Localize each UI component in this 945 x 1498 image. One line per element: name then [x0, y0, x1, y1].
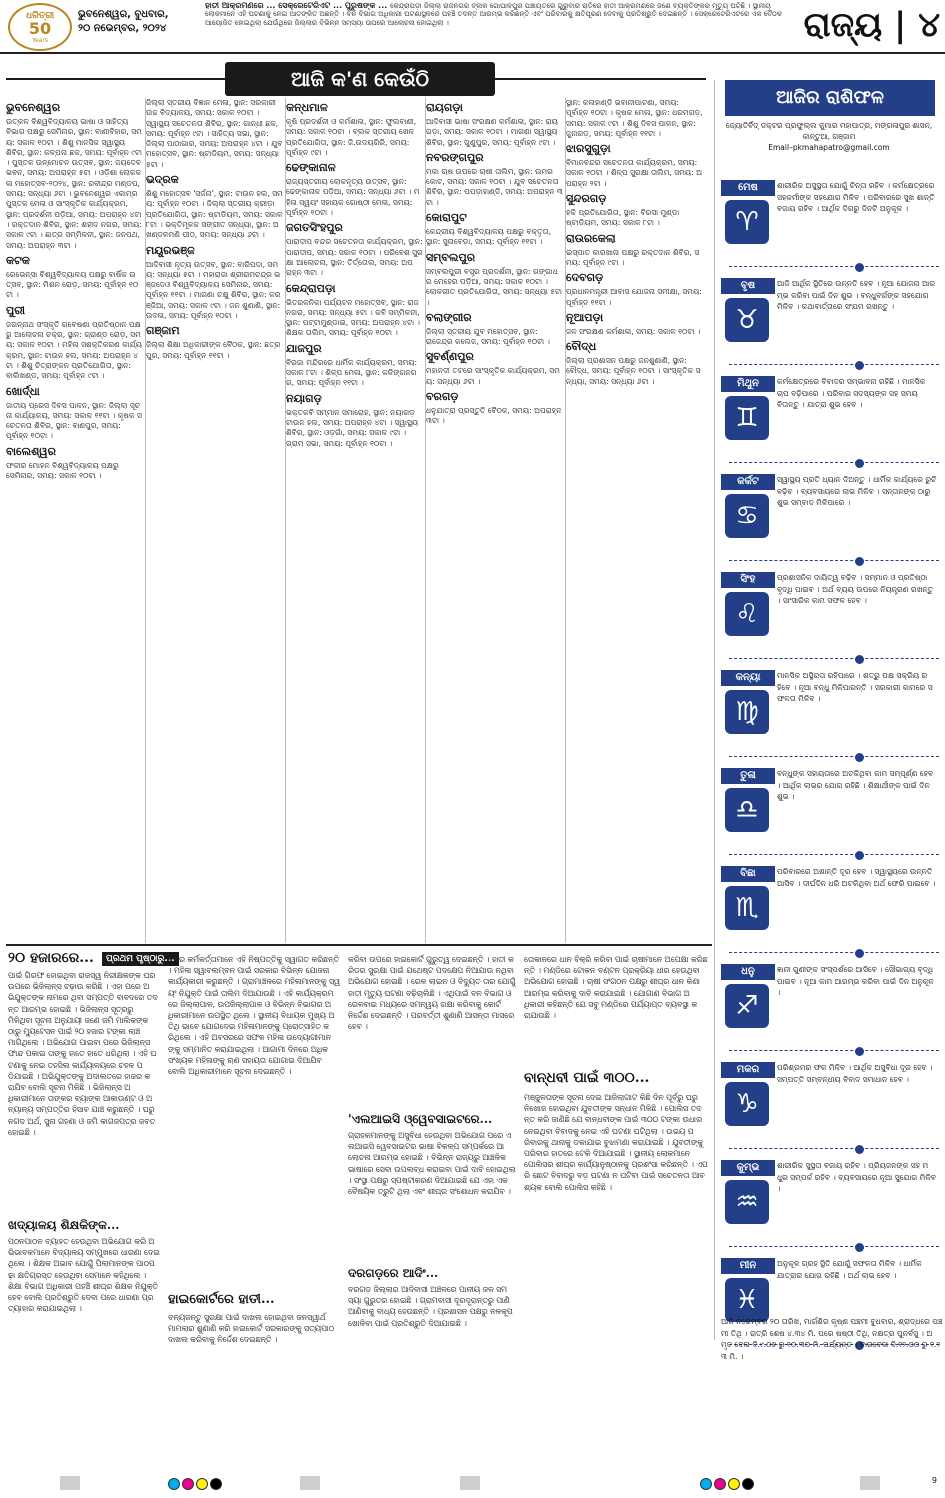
astrologer-credit: ଜ୍ୟୋତିର୍ବିଦ୍ ଡକ୍ଟର ପ୍ରଫୁଲ୍ଲ କୁମାର ମହାପାତ୍ର, ମଙ୍ଗଳାପୁର ଶାସନ, କାନ୍ତୁଆ, ଗଞ୍ଜାମ [725, 121, 933, 141]
registration-dot-yellow [728, 1478, 740, 1490]
listing-section-title: କୋରାପୁଟ [426, 211, 467, 225]
divider-dot [855, 753, 864, 762]
listing-section-title: ଦେବଗଡ଼ [566, 271, 604, 285]
registration-dot-cyan [168, 1478, 180, 1490]
zodiac-prediction: ପରିବାରରେ ଅଶାନ୍ତି ଦୂର ହେବ । ସ୍ୱାସ୍ଥ୍ୟରେ ଉନ୍ନତି ଆସିବ । ଦୀର୍ଘଦିନ ଧରି ଅଟକିଥିବା ଅର୍ଥ ଫେରି ପାଇବେ । [777, 867, 936, 888]
zodiac-prediction: ଆଜି ଆର୍ଥିକ ସ୍ଥିତିରେ ଉନ୍ନତି ହେବ । ନୂଆ ଯୋଜନା ଆରମ୍ଭ କରିବା ପାଇଁ ଦିନ ଶୁଭ । ବନ୍ଧୁବର୍ଗଙ୍କ ସହଯୋଗ ମିଳିବ । କଥାବାର୍ତ୍ତାରେ ସଂଯମ ରଖନ୍ତୁ । [777, 279, 936, 311]
story-4-body: ବନ୍ୟଜନ୍ତୁ ସୁରକ୍ଷା ପାଇଁ ଦାଖଲ ହୋଇଥିବା ଜନସ୍ୱାର୍ଥ ମାମଲାର ଶୁଣାଣି କରି ହାଇକୋର୍ଟ ସରକାରଙ୍କୁ ସତ୍ୟପାଠ ଦାଖଲ କରିବାକୁ ନିର୍ଦ୍ଦେଶ ଦେଇଛନ୍ତି । [168, 1313, 334, 1345]
zodiac-symbol-icon: ♍ [725, 690, 769, 734]
zodiac-symbol-icon: ♓ [725, 1278, 769, 1322]
zodiac-sign-name: ଧନୁ [721, 964, 775, 980]
astrologer-email: Email–pkmahapatro@gmail.com [768, 143, 890, 152]
gray-swatch [300, 1476, 320, 1490]
listing-section-title: ଖୋର୍ଦ୍ଧା [6, 384, 40, 398]
listing-section-body: କୃଷି ପ୍ରଦର୍ଶନୀ ଓ କର୍ମଶାଳା, ସ୍ଥାନ: ଫୁଲବାଣୀ, ସମୟ: ସକାଳ ୧୦ଟା । ବ୍ଲକ ସ୍ତରୀୟ ଖେଳ ପ୍ରତିଯୋଗିତା, ସ୍ଥାନ: ଜି.ଉଦୟଗିରି, ସମୟ: ପୂର୍ବାହ୍ନ ୯ଟା । [286, 117, 417, 157]
listing-section-title: ବୌଦ୍ଧ [566, 340, 597, 354]
listing-section-body: ରେଭେନ୍ସା ବିଶ୍ୱବିଦ୍ୟାଳୟ ପକ୍ଷରୁ ବାର୍ଷିକ ଉତ୍ସବ, ସ୍ଥାନ: ମିଶନ ରୋଡ଼, ସମୟ: ପୂର୍ବାହ୍ନ ୧୦ଟା । [6, 269, 139, 300]
divider [729, 462, 939, 464]
divider-dot [855, 361, 864, 370]
horoscope-panel [714, 80, 943, 1361]
divider [729, 266, 939, 268]
story-9-headline: ବାନ୍ଧବୀ ପାଇଁ ୩୦୦... [524, 1070, 650, 1086]
divider-dot [855, 851, 864, 860]
zodiac-symbol-icon: ♏ [725, 886, 769, 930]
listing-section-title: କଟକ [6, 253, 30, 267]
issue-date: ୨୦ ନଭେମ୍ବର, ୨୦୨୪ [78, 23, 167, 34]
listing-section-title: ସୁନ୍ଦରଗଡ଼ [566, 192, 607, 206]
gray-swatch [860, 1476, 880, 1490]
logo-brand: ଧରିତ୍ରୀ [25, 10, 55, 21]
registration-dot-magenta [714, 1478, 726, 1490]
listing-section-title: ପୁରୀ [6, 303, 25, 317]
jump-label: ପ୍ରଥମ ପୃଷ୍ଠାରୁ... [102, 952, 179, 966]
divider-dot [855, 557, 864, 566]
city-day: ଭୁବନେଶ୍ୱର, ବୁଧବାର, [78, 9, 169, 20]
story-1-headline: ୨୦ ହଜାରରେ... [8, 950, 94, 966]
zodiac-symbol-icon: ♑ [725, 1082, 769, 1126]
listing-section-title: ନୂଆପଡ଼ା [566, 310, 604, 324]
listing-section-body: ଜଳ ସଂରକ୍ଷଣ କର୍ମଶାଳା, ସମୟ: ସକାଳ ୧୦ଟା । [566, 326, 701, 336]
zodiac-symbol-icon: ♋ [725, 494, 769, 538]
zodiac-prediction: ପ୍ରଶାସନିକ ଦାୟିତ୍ୱ ବଢ଼ିବ । ସମ୍ମାନ ଓ ପ୍ରତିଷ୍ଠା ବୃଦ୍ଧି ପାଇବ । ଅର୍ଥ ବ୍ୟୟ ଉପରେ ନିୟନ୍ତ୍ରଣ ରଖନ୍ତୁ । ସାଂସାରିକ କାମ ସଫଳ ହେବ । [777, 573, 934, 605]
zodiac-prediction: ଶାରୀରିକ ଅସୁସ୍ଥତା ଯୋଗୁଁ ଚିନ୍ତା ରହିବ । କର୍ମକ୍ଷେତ୍ରରେ ସହକର୍ମୀଙ୍କ ସହଯୋଗ ମିଳିବ । ପରିବାରରେ ସୁଖ ଶାନ୍ତି ବଜାୟ ରହିବ । ଆର୍ଥିକ ଦିଗରୁ ଦିନଟି ଅନୁକୂଳ । [777, 181, 935, 213]
zodiac-sign-name: ମୀନ [721, 1258, 775, 1274]
listing-section-title: ବରଗଡ଼ [426, 390, 459, 404]
listing-section-body: ଜିଲ୍ଲା ଶିକ୍ଷା ଅଧିକାରୀଙ୍କ ବୈଠକ, ସ୍ଥାନ: ଛତ୍ରପୁର, ସମୟ: ପୂର୍ବାହ୍ନ ୧୧ଟା । [146, 340, 281, 360]
listing-section-title: ସୁବର୍ଣ୍ଣପୁର [426, 350, 474, 364]
listing-section-title: ଜଗତସିଂହପୁର [286, 221, 343, 235]
divider-dot [855, 459, 864, 468]
listing-section-title: ଗଞ୍ଜାମ [146, 324, 180, 338]
listing-section-title: ଝାରସୁଗୁଡ଼ା [566, 142, 611, 156]
zodiac-sign-name: ମିଥୁନ [721, 376, 775, 392]
zodiac-prediction: ଶାରୀରିକ ସୁସ୍ଥତା ବଜାୟ ରହିବ । ପ୍ରିୟଜନଙ୍କ ସହ ମଧୁର ସମ୍ପର୍କ ରହିବ । ବ୍ୟବସାୟରେ ନୂଆ ସୁଯୋଗ ମିଳିବ । [777, 1161, 937, 1193]
registration-dot-yellow [196, 1478, 208, 1490]
zodiac-symbol-icon: ♎ [725, 788, 769, 832]
zodiac-symbol-icon: ♉ [725, 298, 769, 342]
listing-column-5 [566, 98, 705, 943]
listing-section-body: ବିରଜା ମନ୍ଦିରରେ ଧାର୍ମିକ କାର୍ଯ୍ୟକ୍ରମ, ସମୟ: ସକାଳ ୮ଟା । ଶିଳ୍ପ ମେଳା, ସ୍ଥାନ: କଳିଙ୍ଗନଗର, ସମୟ: ପୂର୍ବାହ୍ନ ୧୧ଟା । [286, 357, 418, 388]
listing-section-body: ସମ୍ବଲପୁରୀ ବସ୍ତ୍ର ପ୍ରଦର୍ଶନୀ, ସ୍ଥାନ: ଗଙ୍ଗାଧର ମେହେର ପଡ଼ିଆ, ସମୟ: ସକାଳ ୧୦ଟା । ଲୋକଗୀତ ପ୍ରତିଯୋଗିତା, ସମୟ: ସନ୍ଧ୍ୟା ୫ଟା । [426, 266, 563, 307]
lower-stories [6, 944, 712, 1396]
zodiac-sign-item [719, 1156, 939, 1252]
listing-section-body: ଭିତରକନିକା ପର୍ଯ୍ୟଟନ ମହୋତ୍ସବ, ସ୍ଥାନ: ରାଜନଗର, ସମୟ: ସନ୍ଧ୍ୟା ୫ଟା । କବି ସମ୍ମିଳନୀ, ସ୍ଥାନ: ପଟ୍ଟାମୁଣ୍ଡାଇ, ସମୟ: ଅପରାହ୍ନ ୪ଟା । ଶିକ୍ଷକ ତାଲିମ, ସମୟ: ପୂର୍ବାହ୍ନ ୧୦ଟା । [286, 297, 420, 338]
story-6-headline: 'ଏଲଆଇସି ଓ୍ୱେବସାଇଟରେ... [348, 1112, 493, 1126]
listing-section-title: ବାଲେଶ୍ୱର [6, 444, 56, 458]
zodiac-sign-name: କର୍କଟ [721, 474, 775, 490]
divider [729, 1148, 939, 1150]
story-1-body: ପାଇଁ ଗିରଫ ହୋଇଥିବା ରାଜସ୍ୱ ନିରୀକ୍ଷକଙ୍କ ଘର ଉପରେ ଭିଜିଲାନ୍ସ ଚଢ଼ାଉ କରିଛି । ଏହା ପରେ ଅଭିଯୁକ୍ତଙ୍କ ନାମରେ ଥିବା ସମ୍ପତ୍ତି ବାବଦରେ ତଦନ୍ତ ଆରମ୍ଭ ହୋଇଛି । ଭିଜିଲାନ୍ସ ସୂତ୍ରରୁ ମିଳିଥିବା ସୂଚନା ଅନୁଯାୟୀ ଜଣେ ଜମି ମାଲିକଙ୍କ ଠାରୁ ମ୍ୟୁଟେସନ ପାଇଁ ୨୦ ହଜାର ଟଙ୍କା ଲାଞ୍ଚ ମାଗିଥିଲେ । ଅଭିଯୋଗ ପାଇବା ପରେ ଭିଜିଲାନ୍ସ ଫାନ୍ଦ ପକାଇ ତାଙ୍କୁ ହାତେ ହାତେ ଧରିଥିଲା । ଏହି ଘଟଣାକୁ ନେଇ ତହସିଲ କାର୍ଯ୍ୟାଳୟରେ ଚହଳ ପଡ଼ିଯାଇଛି । ଅଭିଯୁକ୍ତଙ୍କୁ ଅଦାଲତରେ ହାଜର କରାଯିବ ବୋଲି ସୂଚନା ମିଳିଛି । ଭିଜିଲାନ୍ସ ଅଧିକାରୀମାନେ ତାଙ୍କର ବ୍ୟାଙ୍କ ଆକାଉଣ୍ଟ ଓ ଅନ୍ୟାନ୍ୟ ସମ୍ପତ୍ତିର ହିସାବ ଯାଞ୍ଚ କରୁଛନ୍ତି । ଘରୁ ନଗଦ ଅର୍ଥ, ସୁନା ଗହଣା ଓ ଜମି କାଗଜପତ୍ର ଜବତ ହୋଇଛି । [8, 971, 158, 1137]
listing-section-title: ରାଉରକେଲା [566, 231, 616, 245]
story-3-body: ଦଳର କର୍ମକର୍ତ୍ତାମାନେ ଏହି ନିଷ୍ପତ୍ତିକୁ ସ୍ୱାଗତ କରିଛନ୍ତି । ମହିଳା ସ୍ୱାବଲମ୍ବନ ପାଇଁ ସରକାର ବିଭିନ୍ନ ଯୋଜନା କାର୍ଯ୍ୟକାରୀ କରୁଛନ୍ତି । ଗ୍ରାମାଞ୍ଚଳରେ ମହିଳାମାନଙ୍କୁ ସ୍ୱୟଂ ନିଯୁକ୍ତି ପାଇଁ ତାଲିମ ଦିଆଯାଉଛି । ଏହି କାର୍ଯ୍ୟକ୍ରମରେ ଜିଲ୍ଲାପାଳ, ଉପଜିଲ୍ଲାପାଳ ଓ ବିଭିନ୍ନ ବିଭାଗର ଅଧିକାରୀମାନେ ଉପସ୍ଥିତ ଥିଲେ । ସ୍ଥାନୀୟ ବିଧାୟକ ମୁଖ୍ୟ ଅତିଥି ଭାବେ ଯୋଗଦେଇ ମହିଳାମାନଙ୍କୁ ପ୍ରୋତ୍ସାହିତ କରିଥିଲେ । ଏହି ଅବସରରେ ସଫଳ ମହିଳା ଉଦ୍ୟୋଗୀମାନଙ୍କୁ ସମ୍ମାନିତ କରାଯାଇଥିଲା । ଆଗାମୀ ଦିନରେ ଅଧିକ ସଂଖ୍ୟକ ମହିଳାଙ୍କୁ ଋଣ ସହାୟତା ଯୋଗାଇ ଦିଆଯିବ ବୋଲି ଅଧିକାରୀମାନେ ସୂଚନା ଦେଇଛନ୍ତି । [168, 955, 340, 1077]
print-footer [0, 1470, 945, 1498]
zodiac-sign-item [719, 470, 939, 566]
zodiac-sign-name: କୁମ୍ଭ [721, 1160, 775, 1176]
zodiac-sign-name: ବୃଷ [721, 278, 775, 294]
listing-section-body: ଆଦିବାସୀ ନୃତ୍ୟ ଉତ୍ସବ, ସ୍ଥାନ: ବାରିପଦା, ସମୟ: ସନ୍ଧ୍ୟା ୫ଟା । ମହାରାଜା ଶ୍ରୀରାମଚନ୍ଦ୍ର ଭଞ୍ଜଦେଓ ବିଶ୍ୱବିଦ୍ୟାଳୟ ସେମିନାର, ସମୟ: ପୂର୍ବାହ୍ନ ୧୧ଟା । ମାଗଣା ଚକ୍ଷୁ ଶିବିର, ସ୍ଥାନ: କରଞ୍ଜିଆ, ସମୟ: ସକାଳ ୯ଟା । ଜନ ଶୁଣାଣି, ସ୍ଥାନ: ଉଦଳା, ସମୟ: ପୂର୍ବାହ୍ନ ୧୦ଟା । [146, 259, 281, 321]
listing-section-title: ଢେଙ୍କାନାଳ [286, 161, 336, 175]
zodiac-sign-item [719, 372, 939, 468]
registration-dot-black [210, 1478, 222, 1490]
story-5-body: କରିବା ଉପରେ ହାଇକୋର୍ଟ ଗୁରୁତ୍ୱ ଦେଇଛନ୍ତି । ହାତୀ କରିଡର ସୁରକ୍ଷା ପାଇଁ ଯଥେଷ୍ଟ ପଦକ୍ଷେପ ନିଆଯାଉ ନଥିବା ଅଭିଯୋଗ ହୋଇଛି । ରେଳ ଲାଇନ ଓ ବିଦ୍ୟୁତ ତାର ଯୋଗୁଁ ହାତୀ ମୃତ୍ୟୁ ଘଟଣା ବଢ଼ିଚାଲିଛି । ଏଥିପାଇଁ ବନ ବିଭାଗ ଓ ରେଳବାଇ ମଧ୍ୟରେ ସମନ୍ୱୟ ରକ୍ଷା କରିବାକୁ କୋର୍ଟ ନିର୍ଦ୍ଦେଶ ଦେଇଛନ୍ତି । ପରବର୍ତ୍ତୀ ଶୁଣାଣି ଆସନ୍ତା ମାସରେ ହେବ । [348, 955, 516, 1032]
listing-section-body: ପାରାଦୀପ ବନ୍ଦର ସଚେତନତା କାର୍ଯ୍ୟକ୍ରମ, ସ୍ଥାନ: ପାରାଦୀପ, ସମୟ: ସକାଳ ୧୦ଟା । ପରିବେଶ ସୁରକ୍ଷା ଆଲୋଚନା, ସ୍ଥାନ: ତିର୍ତ୍ତୋଲ, ସମୟ: ଅପରାହ୍ନ ୩ଟା । [286, 237, 423, 278]
listing-section-body: ବିମାନବନ୍ଦର ସଚେତନତା କାର୍ଯ୍ୟକ୍ରମ, ସମୟ: ସକାଳ ୧୦ଟା । ଶିଳ୍ପ ସୁରକ୍ଷା ତାଲିମ, ସମୟ: ଅପରାହ୍ନ ୨ଟା । [566, 158, 703, 188]
listing-section-title: ବଲାଙ୍ଗୀର [426, 310, 472, 324]
zodiac-sign-item [719, 568, 939, 664]
listing-section-body: ଜାତୀୟ ପ୍ରେସ ଦିବସ ପାଳନ, ସ୍ଥାନ: ଜିଲ୍ଲା ସୂଚନା କାର୍ଯ୍ୟାଳୟ, ସମୟ: ସକାଳ ୧୧ଟା । କୃଷକ ସଚେତନତା ଶିବିର, ସ୍ଥାନ: ବାଣପୁର, ସମୟ: ପୂର୍ବାହ୍ନ ୧୦ଟା । [6, 400, 142, 441]
zodiac-symbol-icon: ♊ [725, 396, 769, 440]
divider [729, 658, 939, 660]
panjika-text: ଆଜି ନଭେମ୍ବର ୨୦ ତାରିଖ, ମାର୍ଗଶିର କୃଷ୍ଣ ପଞ୍ଚମୀ ବୁଧବାର, ଶ୍ରାଦ୍ଧରେ ପଞ୍ଚମୀ ତିଥି । ରାତ୍ରି ଶେଷ ୪.୩୪ ମି. ପରେ ଷଷ୍ଠୀ ତିଥି, ନକ୍ଷତ୍ର ପୁନର୍ବସୁ । ଅମୃତ ବେଳା ଦି.୯.୦୭ ରୁ ୧୦.୩୦ ମି. ପର୍ଯ୍ୟନ୍ତ । ବାରବେଳା ଦି.୧୨.୦୦ ରୁ ୧.୨୩ ମି. । [721, 1317, 943, 1361]
listing-section-body: ଆଦିବାସୀ ଭାଷା ସଂରକ୍ଷଣ କର୍ମଶାଳା, ସ୍ଥାନ: ରାୟଗଡ଼ା, ସମୟ: ସକାଳ ୧୦ଟା । ମାଗଣା ସ୍ୱାସ୍ଥ୍ୟ ଶିବିର, ସ୍ଥାନ: ଗୁଣୁପୁର, ସମୟ: ପୂର୍ବାହ୍ନ ୯ଟା । [426, 117, 558, 147]
divider [729, 952, 939, 954]
listing-column-3 [286, 98, 426, 943]
divider [729, 560, 939, 562]
listing-section-body: ମକା ଚାଷ ଉପରେ ଚାଷୀ ତାଲିମ, ସ୍ଥାନ: ଉମରକୋଟ, ସମୟ: ସକାଳ ୧୦ଟା । ଯୁବ ସଚେତନତା ଶିବିର, ସ୍ଥାନ: ପପଡ଼ାହାଣ୍ଡି, ସମୟ: ଅପରାହ୍ନ ୩ଟା । [426, 166, 563, 207]
listing-section-body: କେନ୍ଦ୍ରୀୟ ବିଶ୍ୱବିଦ୍ୟାଳୟ ପକ୍ଷରୁ ବକ୍ତୃତା, ସ୍ଥାନ: ସୁନାବେଡ଼ା, ସମୟ: ପୂର୍ବାହ୍ନ ୧୧ଟା । [426, 227, 551, 247]
newspaper-logo [8, 3, 72, 51]
story-7-body: ବରଗଡ଼ ଜିଲ୍ଲାର ଆଦିବାସୀ ଅଞ୍ଚଳରେ ପାନୀୟ ଜଳ ସମସ୍ୟା ଗୁରୁତର ହୋଇଛି । ଗ୍ରାମବାସୀ ଦୂରଦୂରାନ୍ତରୁ ପାଣି ଆଣିବାକୁ ବାଧ୍ୟ ହେଉଛନ୍ତି । ପ୍ରଶାସନ ପକ୍ଷରୁ ନଳକୂପ ଖୋଳିବା ପାଇଁ ପ୍ରତିଶ୍ରୁତି ଦିଆଯାଇଛି । [348, 1285, 513, 1328]
listing-section-body: ଉତ୍କଳ ବିଶ୍ୱବିଦ୍ୟାଳୟ ଭାଷା ଓ ସାହିତ୍ୟ ବିଭାଗ ପକ୍ଷରୁ ସେମିନାର, ସ୍ଥାନ: ବାଣୀବିହାର, ସମୟ: ସକାଳ ୧୦ଟା । ଶିଶୁ ମାନସିକ ସ୍ୱାସ୍ଥ୍ୟ ଶିବିର, ସ୍ଥାନ: କଳ୍ପନା ଛକ, ସମୟ: ପୂର୍ବାହ୍ନ ୯ଟା । ପୁସ୍ତକ ଉନ୍ମୋଚନ ଉତ୍ସବ, ସ୍ଥାନ: ଜୟଦେବ ଭବନ, ସମୟ: ଅପରାହ୍ନ ୫ଟା । ଓଡ଼ିଶା ଲୋକକଳା ମହୋତ୍ସବ-୨୦୨୪, ସ୍ଥାନ: ରବୀନ୍ଦ୍ର ମଣ୍ଡପ, ସମୟ: ସନ୍ଧ୍ୟା ୬ଟା । ଭୁବନେଶ୍ୱର ଏକାମ୍ର ପୁସ୍ତକ ମେଳା ଓ ସାଂସ୍କୃତିକ କାର୍ଯ୍ୟକ୍ରମ, ସ୍ଥାନ: ପ୍ରଦର୍ଶନୀ ପଡ଼ିଆ, ସମୟ: ଅପରାହ୍ନ ୪ଟା । ରକ୍ତଦାନ ଶିବିର, ସ୍ଥାନ: ଶହୀଦ ନଗର, ସମୟ: ସକାଳ ୯ଟା । ଛାତ୍ର ସମ୍ମିଳନୀ, ସ୍ଥାନ: ଜନପଥ, ସମୟ: ଅପରାହ୍ନ ୩ଟା । [6, 117, 143, 250]
listing-section-body: ପ୍ରଧାନମନ୍ତ୍ରୀ ଆବାସ ଯୋଜନା ସମୀକ୍ଷା, ସମୟ: ପୂର୍ବାହ୍ନ ୧୧ଟା । [566, 287, 702, 307]
divider [729, 1246, 939, 1248]
listing-section-body: ଇସ୍ପାତ କାରଖାନା ପକ୍ଷରୁ ରକ୍ତଦାନ ଶିବିର, ସମୟ: ପୂର୍ବାହ୍ନ ୯ଟା । [566, 247, 700, 267]
zodiac-sign-item [719, 1058, 939, 1154]
zodiac-prediction: ବନ୍ଧୁଙ୍କ ସହାୟତାରେ ଅଟକିଥିବା କାମ ସମ୍ପୂର୍ଣ୍ଣ ହେବ । ଆର୍ଥିକ ଲାଭର ଯୋଗ ରହିଛି । ଶିକ୍ଷାର୍ଥୀଙ୍କ ପାଇଁ ଦିନ ଶୁଭ । [777, 769, 934, 801]
listing-section-title: କେନ୍ଦ୍ରାପଡ଼ା [286, 281, 336, 295]
listing-column-1 [6, 98, 146, 943]
zodiac-prediction: ଅନୁକୂଳ ଗ୍ରହ ସ୍ଥିତି ଯୋଗୁଁ ସଫଳତା ମିଳିବ । ଧାର୍ମିକ ଯାତ୍ରାର ଯୋଗ ରହିଛି । ଅର୍ଥ ଲାଭ ହେବ । [777, 1259, 922, 1280]
zodiac-prediction: ପରିଶ୍ରମର ଫଳ ମିଳିବ । ଆର୍ଥିକ ଅସୁବିଧା ଦୂର ହେବ । ସମ୍ପତ୍ତି ସମ୍ବନ୍ଧୀୟ ବିବାଦ ସମାଧାନ ହେବ । [777, 1063, 933, 1084]
zodiac-sign-name: ମକର [721, 1062, 775, 1078]
zodiac-sign-name: ମେଷ [721, 180, 775, 196]
listing-section-title: ଭଦ୍ରକ [146, 173, 179, 187]
gray-swatch [60, 1476, 80, 1490]
zodiac-prediction: ଜ୍ଞାନୀ ଗୁଣୀଙ୍କ ସଂସ୍ପର୍ଶରେ ଆସିବେ । ସୌଭାଗ୍ୟ ବୃଦ୍ଧି ପାଇବ । ନୂଆ କାମ ଆରମ୍ଭ କରିବା ପାଇଁ ଦିନ ଅନୁକୂଳ । [777, 965, 934, 997]
listing-section-title: ରାୟଗଡ଼ା [426, 101, 463, 114]
divider [729, 364, 939, 366]
logo-years: Years [32, 36, 48, 44]
zodiac-symbol-icon: ♌ [725, 592, 769, 636]
logo-number: 50 [28, 18, 52, 38]
horoscope-title: ଆଜିର ରାଶିଫଳ [725, 80, 935, 116]
story-9-body: ମଞ୍ଜୁଳତାଙ୍କ ସୂଚନା ଦେଇ ଆଜିଲାଗାଟ କିଛି ଦିନ ପୂର୍ବରୁ ଘରୁ ନିଖୋଜ ହୋଇଥିବା ଯୁବତୀଙ୍କ ସନ୍ଧାନ ମିଳିଛି । ପୋଲିସ ତଦନ୍ତ କରି ଜାଣିଛି ଯେ ବାନ୍ଧବୀଙ୍କ ପାଇଁ ୩୦୦ ଟଙ୍କା ଉଧାର ନେଇଥିବା ବିବାଦକୁ ନେଇ ଏହି ଘଟଣା ଘଟିଥିଲା । ଉଭୟ ପରିବାରକୁ ଥାନାକୁ ଡକାଯାଇ ବୁଝାମଣା କରାଯାଇଛି । ଯୁବତୀଙ୍କୁ ପରିବାର ହାତରେ ଟେକି ଦିଆଯାଇଛି । ସ୍ଥାନୀୟ ଲୋକମାନେ ପୋଲିସର ଶୀଘ୍ର କାର୍ଯ୍ୟାନୁଷ୍ଠାନକୁ ପ୍ରଶଂସା କରିଛନ୍ତି । ଏପରି ଛୋଟ ବିବାଦରୁ ବଡ଼ ଘଟଣା ନ ଘଟିବା ପାଇଁ ସଚେତନତା ଆବଶ୍ୟକ ବୋଲି ପୋଲିସ କହିଛି । [524, 1093, 708, 1192]
story-2-headline: ଖଦ୍ୟାଳୟ ଶିକ୍ଷକିଙ୍କ... [8, 1218, 120, 1232]
horoscope-byline [719, 120, 939, 153]
page-number: 9 [931, 1476, 937, 1485]
divider [729, 756, 939, 758]
gray-swatch [460, 1476, 480, 1490]
listing-section-body: ସ୍ଥାନ: କଳାହାଣ୍ଡି ଭବାନୀପାଟଣା, ସମୟ: ପୂର୍ବାହ୍ନ ୧୦ଟା । କୃଷକ ମେଳା, ସ୍ଥାନ: ଧରମଗଡ଼, ସମୟ: ସକାଳ ୯ଟା । ଶିଶୁ ଦିବସ ପାଳନ, ସ୍ଥାନ: ଜୁନାଗଡ଼, ସମୟ: ପୂର୍ବାହ୍ନ ୧୧ଟା । [566, 98, 703, 138]
divider-dot [855, 1145, 864, 1154]
story-8-body: ତୋକାନରେ ଧାନ ବିକ୍ରି କରିବା ପାଇଁ ଚାଷୀମାନେ ଅପେକ୍ଷା କରିଛନ୍ତି । ମଣ୍ଡିରେ ଟୋକନ ବଣ୍ଟନ ପ୍ରକ୍ରିୟା ଧୀର ହେଉଥିବା ଅଭିଯୋଗ ହୋଇଛି । ଚାଷୀ ସଂଗଠନ ପକ୍ଷରୁ ଶୀଘ୍ର ଧାନ କିଣା ଆରମ୍ଭ କରିବାକୁ ଦାବି କରାଯାଇଛି । ଯୋଗାଣ ବିଭାଗ ଅଧିକାରୀ କହିଛନ୍ତି ଯେ ସବୁ ମଣ୍ଡିରେ ପର୍ଯ୍ୟାପ୍ତ ବ୍ୟବସ୍ଥା କରାଯାଉଛି । [524, 955, 708, 1021]
divider-dot [855, 655, 864, 664]
story-2-body: ପଠନପାଠନ ବ୍ୟାହତ ହେଉଥିବା ଅଭିଯୋଗ କରି ଅଭିଭାବକମାନେ ବିଦ୍ୟାଳୟ ସମ୍ମୁଖରେ ଧାରଣା ଦେଇଥିଲେ । ଶିକ୍ଷକ ଅଭାବ ଯୋଗୁଁ ପିଲାମାନଙ୍କ ପାଠପଢ଼ା କ୍ଷତିଗ୍ରସ୍ତ ହେଉଥିବା ସେମାନେ କହିଥିଲେ । ଶିକ୍ଷା ବିଭାଗ ଅଧିକାରୀ ପହଞ୍ଚି ଶୀଘ୍ର ଶିକ୍ଷକ ନିଯୁକ୍ତି ହେବ ବୋଲି ପ୍ରତିଶ୍ରୁତି ଦେବା ପରେ ଧାରଣା ପ୍ରତ୍ୟାହାର କରାଯାଇଥିଲା । [8, 1237, 160, 1314]
dateline [78, 8, 198, 36]
divider-dot [855, 949, 864, 958]
divider-dot [855, 1243, 864, 1252]
story-6-body: ଗ୍ରାହକମାନଙ୍କୁ ଅସୁବିଧା ହେଉଥିବା ଅଭିଯୋଗ ପରେ ଏଲଆଇସି ୱେବସାଇଟର ଭାଷା ବିକଳ୍ପ ସମ୍ପର୍କରେ ଆଲୋଚନା ଆରମ୍ଭ ହୋଇଛି । ବିଭିନ୍ନ ରାଜ୍ୟରୁ ଆଞ୍ଚଳିକ ଭାଷାରେ ସେବା ଉପଲବ୍ଧ କରାଇବା ପାଇଁ ଦାବି ହୋଇଥିଲା । ସଂସ୍ଥା ପକ୍ଷରୁ ସ୍ପଷ୍ଟୀକରଣ ଦିଆଯାଇଛି ଯେ ଏହା ଏକ ବୈଷୟିକ ତ୍ରୁଟି ଥିଲା ଏବଂ ଶୀଘ୍ର ସଂଶୋଧନ କରାଯିବ । [348, 1131, 516, 1197]
listing-section-title: ସମ୍ବଲପୁର [426, 250, 476, 264]
listing-section-body: ଜଗନ୍ନାଥ ସଂସ୍କୃତି ଗବେଷଣା ପ୍ରତିଷ୍ଠାନ ପକ୍ଷରୁ ଆଲୋଚନା ଚକ୍ର, ସ୍ଥାନ: ଗ୍ରାଣ୍ଡ ରୋଡ଼, ସମୟ: ସକାଳ ୧୦ଟା । ମହିଳା ସଶକ୍ତିକରଣ କାର୍ଯ୍ୟକ୍ରମ, ସ୍ଥାନ: ଟାଉନ ହଲ, ସମୟ: ଅପରାହ୍ନ ୪ଟା । ଶିଶୁ ଚିତ୍ରାଙ୍କନ ପ୍ରତିଯୋଗିତା, ସ୍ଥାନ: ବାଲିଖଣ୍ଡ, ସମୟ: ପୂର୍ବାହ୍ନ ୯ଟା । [6, 319, 142, 381]
listing-section-body: ଧନୁଯାତ୍ରା ପ୍ରସ୍ତୁତି ବୈଠକ, ସମୟ: ଅପରାହ୍ନ ୩ଟା । [426, 406, 562, 426]
zodiac-sign-item [719, 960, 939, 1056]
zodiac-prediction: କର୍ମକ୍ଷେତ୍ରରେ ବିବାଦର ସମ୍ଭାବନା ରହିଛି । ମାନସିକ ଚାପ ବଢ଼ିପାରେ । ପରିବାର ସଦସ୍ୟଙ୍କ ସହ ସମୟ ବିତାନ୍ତୁ । ଯାତ୍ରା ଶୁଭ ହେବ । [777, 377, 926, 409]
listing-section-title: ନୟାଗଡ଼ [286, 391, 322, 405]
story-7-headline: ଦରଗଡ଼ରେ ଆଦିଂ... [348, 1266, 439, 1280]
registration-dot-black [742, 1478, 754, 1490]
listing-section-title: ମୟୂରଭଞ୍ଜ [146, 243, 195, 257]
listing-section-body: ଶିଶୁ ମହୋତ୍ସବ 'ସର୍ଜନା', ସ୍ଥାନ: ଟାଉନ ହଲ, ସମୟ: ପୂର୍ବାହ୍ନ ୧୦ଟା । ଜିଲ୍ଲା ସ୍ତରୀୟ କ୍ରୀଡ଼ା ପ୍ରତିଯୋଗିତା, ସ୍ଥାନ: ଷ୍ଟାଡିୟମ, ସମୟ: ସକାଳ ୮ଟା । ଭକ୍ତିମୂଳକ ସଙ୍ଗୀତ ସନ୍ଧ୍ୟା, ସ୍ଥାନ: ଅଖଣ୍ଡଳମଣି ପୀଠ, ସମୟ: ସନ୍ଧ୍ୟା ୬ଟା । [146, 189, 283, 240]
masthead [0, 0, 945, 54]
divider-dot [855, 1047, 864, 1056]
top-ticker [205, 2, 785, 27]
event-listings [6, 98, 706, 943]
listing-section-title: କନ୍ଧମାଳ [286, 101, 328, 114]
section-headline: ଆଜି କ'ଣ କେଉଁଠି [225, 62, 495, 96]
listing-column-2 [146, 98, 286, 943]
zodiac-sign-name: ସିଂହ [721, 572, 775, 588]
zodiac-sign-name: ବିଛା [721, 866, 775, 882]
listing-section-body: ଜିଲ୍ଲା ସ୍ତରୀୟ ଯୁବ ମହୋତ୍ସବ, ସ୍ଥାନ: ରାଜେନ୍ଦ୍ର କଲେଜ, ସମୟ: ପୂର୍ବାହ୍ନ ୧୦ଟା । [426, 326, 550, 347]
divider-dot [855, 263, 864, 272]
zodiac-sign-item [719, 274, 939, 370]
listing-section-body: ରାଜ୍ୟସ୍ତରୀୟ ଲୋକନୃତ୍ୟ ଉତ୍ସବ, ସ୍ଥାନ: ଢେଙ୍କାନାଳ ପଡ଼ିଆ, ସମୟ: ସନ୍ଧ୍ୟା ୬ଟା । ମହିଳା ସ୍ୱୟଂ ସହାୟକ ଗୋଷ୍ଠୀ ମେଳା, ସମୟ: ପୂର୍ବାହ୍ନ ୧୦ଟା । [286, 177, 420, 218]
listing-column-4 [426, 98, 566, 943]
listing-section-body: ଜିଲ୍ଲା ସ୍ତରୀୟ ବିଜ୍ଞାନ ମେଳା, ସ୍ଥାନ: ସରକାରୀ ଉଚ୍ଚ ବିଦ୍ୟାଳୟ, ସମୟ: ସକାଳ ୧୦ଟା । ସ୍ୱାସ୍ଥ୍ୟ ସଚେତନତା ଶିବିର, ସ୍ଥାନ: ଗାନ୍ଧୀ ଛକ, ସମୟ: ପୂର୍ବାହ୍ନ ୯ଟା । ସାହିତ୍ୟ ସଭା, ସ୍ଥାନ: ଜିଲ୍ଲା ପାଠାଗାର, ସମୟ: ଅପରାହ୍ନ ୪ଟା । ଯୁବ ମହୋତ୍ସବ, ସ୍ଥାନ: ଷ୍ଟାଡିୟମ, ସମୟ: ସନ୍ଧ୍ୟା ୫ଟା । [146, 98, 283, 169]
listing-section-title: ଯାଜପୁର [286, 341, 322, 355]
zodiac-prediction: ସ୍ୱାସ୍ଥ୍ୟ ପ୍ରତି ଧ୍ୟାନ ଦିଅନ୍ତୁ । ଧାର୍ମିକ କାର୍ଯ୍ୟରେ ରୁଚି ବଢ଼ିବ । ବ୍ୟବସାୟରେ ଲାଭ ମିଳିବ । ସନ୍ତାନଙ୍କ ଠାରୁ ଶୁଭ ସମ୍ବାଦ ମିଳିପାରେ । [777, 475, 937, 507]
zodiac-prediction: ମାନସିକ ଅସ୍ଥିରତା ରହିପାରେ । ଶତ୍ରୁ ପକ୍ଷ ସକ୍ରିୟ ରହିବେ । ନୂଆ ବନ୍ଧୁ ମିଳିପାରନ୍ତି । ସରକାରୀ କାମରେ ସଫଳତା ମିଳିବ । [777, 671, 933, 703]
divider [729, 854, 939, 856]
zodiac-symbol-icon: ♒ [725, 1180, 769, 1224]
listing-section-body: ହକି ପ୍ରତିଯୋଗିତା, ସ୍ଥାନ: ବିରସା ମୁଣ୍ଡା ଷ୍ଟାଡିୟମ, ସମୟ: ସକାଳ ୮ଟା । [566, 208, 680, 228]
page-section-label: ରାଜ୍ୟ | ୪ [803, 5, 940, 45]
zodiac-sign-name: ତୁଳା [721, 768, 775, 784]
zodiac-sign-item [719, 176, 939, 272]
ticker-text: କେନ୍ଦ୍ରାପଡ଼ା ଜିଲ୍ଲା ରାଜନଗର ବ୍ଲକ ଗୋପାଳପୁର ପଞ୍ଚାୟତରେ ଗୁରୁବାର ରାତିରେ ହାତୀ ଆକ୍ରମଣରେ ଜଣେ ବ୍ୟକ୍ତିଙ୍କର ମୃତ୍ୟୁ ଘଟିଛି । ସ୍ଥାନୀୟ ଲୋକମାନେ ଏହି ଘଟଣାକୁ ନେଇ ଆତଙ୍କିତ ଅଛନ୍ତି । ବନ ବିଭାଗ ଅଧିକାରୀ ଘଟଣାସ୍ଥଳରେ ପହଞ୍ଚି ତଦନ୍ତ ଆରମ୍ଭ କରିଛନ୍ତି ଏବଂ ପରିବାରକୁ କ୍ଷତିପୂରଣ ଦେବାକୁ ପ୍ରତିଶ୍ରୁତି ଦେଇଛନ୍ତି । ସେକ୍ରେଟେରିଏଟରେ ଏକ ବୈଠକ ଆୟୋଜିତ ହୋଇଥିଲା ଯେଉଁଥିରେ ଜିଲ୍ଲାର ବିଭିନ୍ନ ସମସ୍ୟା ଉପରେ ଆଲୋଚନା ହୋଇଥିଲା । [205, 2, 782, 27]
listing-section-title: ଭୁବନେଶ୍ୱର [6, 101, 61, 114]
zodiac-sign-item [719, 666, 939, 762]
listing-section-body: ଫକୀର ମୋହନ ବିଶ୍ୱବିଦ୍ୟାଳୟ ପକ୍ଷରୁ ସେମିନାର, ସମୟ: ସକାଳ ୧୦ଟା । [6, 460, 119, 481]
zodiac-sign-item [719, 764, 939, 860]
listing-section-body: ଜିଲ୍ଲା ପ୍ରଶାସନ ପକ୍ଷରୁ ଜନଶୁଣାଣି, ସ୍ଥାନ: ବୌଦ୍ଧ, ସମୟ: ପୂର୍ବାହ୍ନ ୧୦ଟା । ସାଂସ୍କୃତିକ ସନ୍ଧ୍ୟା, ସମୟ: ସନ୍ଧ୍ୟା ୬ଟା । [566, 356, 701, 386]
registration-dot-magenta [182, 1478, 194, 1490]
listing-section-title: ନବରଙ୍ଗପୁର [426, 150, 484, 164]
zodiac-symbol-icon: ♐ [725, 984, 769, 1028]
listing-section-body: ମହାନଦୀ ତଟରେ ସାଂସ୍କୃତିକ କାର୍ଯ୍ୟକ୍ରମ, ସମୟ: ସନ୍ଧ୍ୟା ୬ଟା । [426, 366, 560, 386]
ticker-head: ହାତୀ ଆକ୍ରମଣରେ ... ସେକ୍ରେଟେରିଏଟ ... ପୁରୁଷଙ୍କ ... [205, 1, 391, 10]
divider [729, 1050, 939, 1052]
story-4-headline: ହାଇକୋର୍ଟରେ ହାତୀ... [168, 1292, 275, 1307]
zodiac-symbol-icon: ♈ [725, 200, 769, 244]
zodiac-sign-name: କନ୍ୟା [721, 670, 775, 686]
listing-section-body: ଭକ୍ତକବି ସମ୍ମାନ ସମାରୋହ, ସ୍ଥାନ: ନୟାଗଡ଼ ଟାଉନ ହଲ, ସମୟ: ଅପରାହ୍ନ ୪ଟା । ସ୍ୱାସ୍ଥ୍ୟ ଶିବିର, ସ୍ଥାନ: ଓଡ଼ଗାଁ, ସମୟ: ସକାଳ ୯ଟା । ଗ୍ରାମ ସଭା, ସମୟ: ପୂର୍ବାହ୍ନ ୧୦ଟା । [286, 407, 419, 448]
zodiac-sign-item [719, 862, 939, 958]
registration-dot-cyan [700, 1478, 712, 1490]
